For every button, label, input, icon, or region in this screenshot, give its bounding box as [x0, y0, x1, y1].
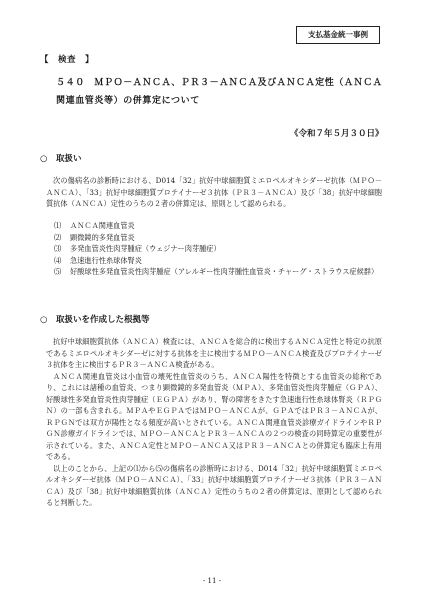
list-number: ⑷ — [54, 255, 62, 265]
section-heading-text: 取扱いを作成した根拠等 — [56, 315, 150, 325]
list-text: ＡＮＣＡ関連血管炎 — [70, 221, 135, 230]
list-number: ⑵ — [54, 232, 62, 242]
page-number: - 11 - — [202, 577, 222, 585]
list-item — [54, 266, 384, 278]
circle-bullet-icon: ○ — [40, 315, 48, 325]
list-text: 好酸球性多発血管炎性肉芽腫症（アレルギー性肉芽腫性血管炎・チャーグ・ストラウス症候群） — [70, 267, 379, 276]
list-text: 多発血管炎性肉芽腫症（ウェジナー肉芽腫症） — [70, 244, 221, 253]
list-number: ⑶ — [54, 244, 62, 253]
handling-paragraph — [46, 175, 382, 210]
circle-bullet-icon: ○ — [40, 154, 48, 164]
section-heading-rationale — [40, 313, 150, 325]
list-number: ⑸ — [54, 267, 62, 276]
list-item — [54, 220, 384, 232]
unified-case-stamp: 支払基金統一事例 — [296, 26, 380, 44]
category-label: 【 検査 】 — [40, 55, 95, 65]
section-heading-text: 取扱い — [56, 154, 82, 164]
rationale-paragraph-2: ＡＮＣＡ関連血管炎は小血管の壊死性血管炎のうち、ＡＮＣＡ陽性を特徴とする血管炎の総称であり、これには諸種の血管炎、つまり顕微鏡的多発血管炎（ＭＰＡ）、多発血管炎性肉芽腫症（ＧＰＡ）、好酸球性多発血管炎性肉芽腫症（ＥＧＰＡ）があり、腎の障害をきたす急速進行性糸球体腎炎（ＲＰＧＮ）の一部も含まれる。ＭＰＡやＥＧＰＡではＭＰＯ－ＡＮＣＡが、ＧＰＡではＰＲ３－ＡＮＣＡが、ＲＰＧＮでは双方が陽性となる頻度が高いとされている。ＡＮＣＡ関連血管炎診療ガイドラインやＲＰＧＮ診療ガイドラインでは、ＭＰＯ－ＡＮＣＡとＰＲ３－ＡＮＣＡの２つの検査の同時算定の重要性が示されている。また、ＡＮＣＡ定性とＭＰＯ－ＡＮＣＡ又はＰＲ３－ＡＮＣＡとの併算定も臨床上有用である。 — [46, 371, 382, 461]
disease-list — [54, 220, 384, 278]
list-number: ⑴ — [54, 221, 62, 230]
list-item — [54, 255, 384, 267]
list-item — [54, 243, 384, 255]
rationale-paragraphs — [46, 336, 382, 509]
issue-date: 《令和７年５月３０日》 — [290, 129, 384, 139]
document-title: ５４０ ＭＰＯ－ＡＮＣＡ、ＰＲ３－ＡＮＣＡ及びＡＮＣＡ定性（ＡＮＣＡ関連血管炎等）の併算定について — [56, 78, 383, 106]
list-text: 顕微鏡的多発血管炎 — [70, 232, 135, 242]
list-text: 急速進行性糸球体腎炎 — [70, 255, 142, 265]
paragraph-text: 次の傷病名の診断時における、D014「32」抗好中球細胞質ミエロペルオキシダーゼ抗体（ＭＰＯ－ＡＮＣＡ）、「33」抗好中球細胞質プロテイナーゼ３抗体（ＰＲ３－ＡＮＣＡ）及び「38」抗好中球細胞質抗体（ＡＮＣＡ）定性のうちの２者の併算定は、原則として認められる。 — [46, 176, 382, 208]
rationale-paragraph-1: 抗好中球細胞質抗体（ＡＮＣＡ）検査には、ＡＮＣＡを総合的に検出するＡＮＣＡ定性と特定の抗原であるミエロペルオキシダーゼに対する抗体を主に検出するＭＰＯ－ＡＮＣＡ検査及びプロテイナーゼ３抗体を主に検出するＰＲ３－ＡＮＣＡ検査がある。 — [46, 337, 382, 369]
section-heading-handling — [40, 152, 82, 164]
rationale-paragraph-3: 以上のことから、上記の⑴から⑸の傷病名の診断時における、D014「32」抗好中球細胞質ミエロペルオキシダーゼ抗体（ＭＰＯ－ＡＮＣＡ）、「33」抗好中球細胞質プロテイナーゼ３抗体（ＰＲ３－ＡＮＣＡ）及び「38」抗好中球細胞質抗体（ＡＮＣＡ）定性のうちの２者の併算定は、原則として認められると判断した。 — [46, 463, 382, 507]
list-item — [54, 232, 384, 244]
